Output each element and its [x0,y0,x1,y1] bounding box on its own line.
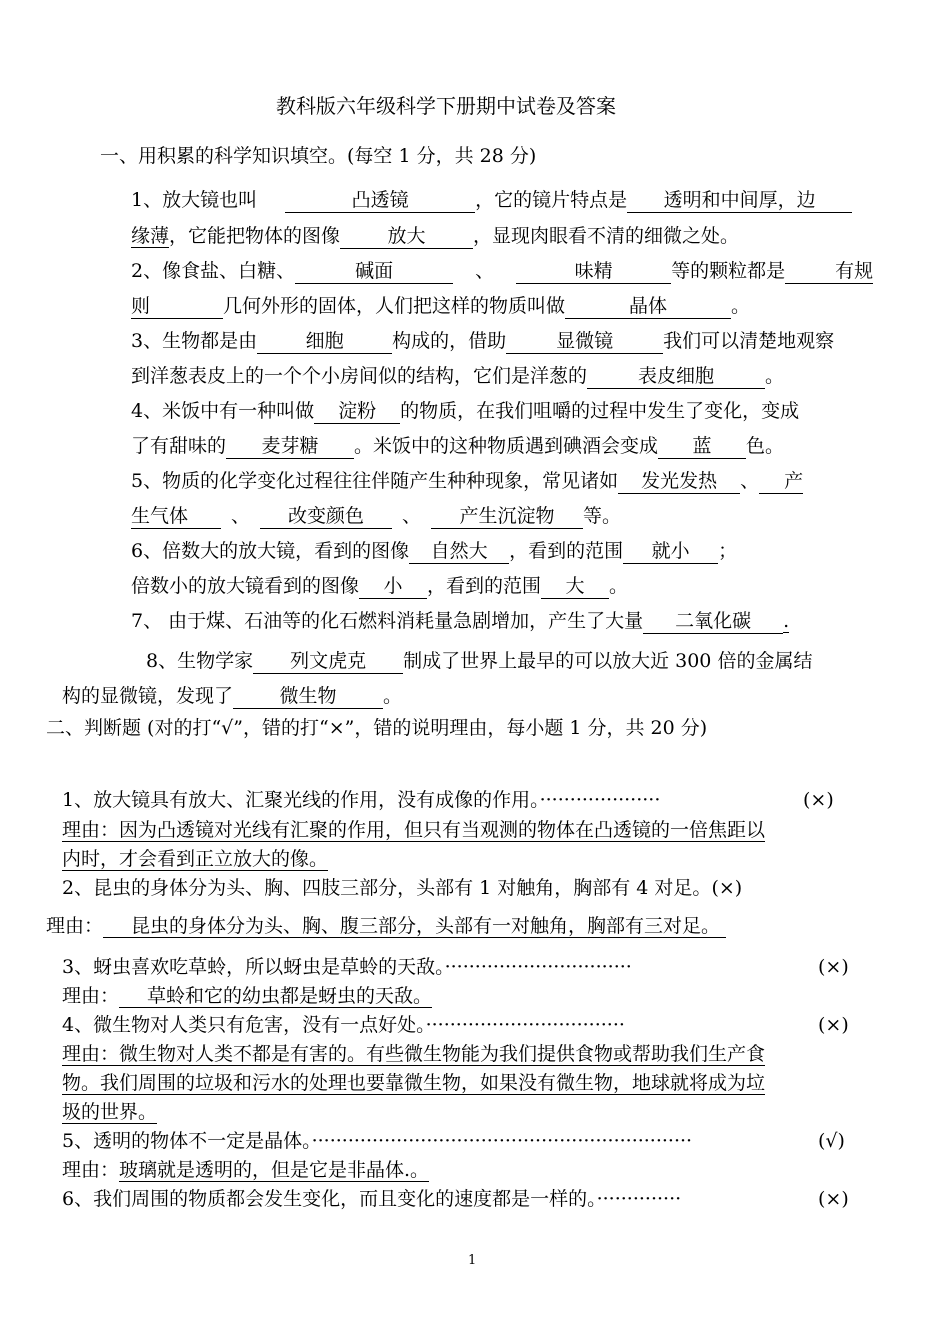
q7-blank-1: 二氧化碳 [643,609,783,634]
judge-2-reason-text: 昆虫的身体分为头、胸、腹三部分，头部有一对触角，胸部有三对足。 [103,915,726,938]
q6-blank-2: 就小 [623,539,718,564]
judge-5-dots: ······························································· [311,1130,693,1152]
q3-blank-1: 细胞 [257,329,392,354]
judge-2-reason-label: 理由： [46,915,104,937]
judge-5-reason-text: 玻璃就是透明的，但是它是非晶体.。 [119,1159,430,1181]
q2-line1 [131,258,873,284]
q4-text-c: 的物质，在我们咀嚼的过程中发生了变化，变成 [400,400,800,422]
q6-text-c: ，看到的范围 [509,540,624,562]
judge-1-reason-line1 [62,817,765,843]
q2-text-g: 。 [731,295,751,317]
q5-text-a: 5、物质的化学变化过程往往伴随产生种种现象，常见诸如 [131,470,619,492]
judge-3 [62,954,632,980]
page-number: 1 [468,1253,477,1268]
q5-text-e: 、 [402,505,422,527]
judge-3-reason-text: 草蛉和它的幼虫都是蚜虫的天敌。 [119,985,432,1008]
judge-5 [62,1128,692,1154]
q5-text-f: 等。 [583,505,622,527]
q4-blank-2: 麦芽糖 [226,434,354,459]
q3-line2 [131,363,784,389]
judge-3-reason [62,983,432,1009]
q3-text-c: 构成的，借助 [392,330,507,352]
q1-blank-2: 透明和中间厚，边 [627,188,852,213]
q4-line1 [131,398,799,424]
page-title: 教科版六年级科学下册期中试卷及答案 [276,94,616,118]
q8-text-a: 8、生物学家 [146,650,254,672]
q8-line1 [146,648,812,674]
q1-text-a: 1、放大镜也叫 [131,189,258,211]
q4-blank-1: 淀粉 [314,399,400,424]
judge-4-dots: ································· [425,1014,625,1036]
q3-text-e: 到洋葱表皮上的一个个小房间似的结构，它们是洋葱的 [131,365,588,387]
q6-text-d: ； [718,540,738,562]
q5-text-d: 、 [231,505,251,527]
q1-text-d: 缘薄 [131,225,170,247]
judge-2 [62,875,742,901]
q1-line2 [131,223,739,249]
q6-text-g: 。 [609,575,629,597]
q6-line2 [131,573,628,599]
q3-blank-2: 显微镜 [506,329,663,354]
judge-6-mark: (×) [818,1188,849,1210]
q6-blank-4: 大 [541,574,609,599]
q1-blank-1: 凸透镜 [285,188,475,213]
q2-blank-3: 有规 [785,259,873,284]
judge-5-reason-label: 理由： [62,1159,120,1181]
judge-2-mark: (×) [711,877,743,899]
q5-blank-5: 产生沉淀物 [431,504,583,529]
judge-6 [62,1186,681,1212]
judge-4-reason-line3 [62,1099,157,1125]
q2-text-c: 、 [475,260,495,282]
judge-4 [62,1012,625,1038]
q2-text-d: 等的颗粒都是 [671,260,786,282]
q5-blank-1: 发光发热 [618,469,740,494]
q6-blank-1: 自然大 [409,539,509,564]
judge-2-question: 2、昆虫的身体分为头、胸、四肢三部分，头部有 1 对触角，胸部有 4 对足。 [62,877,712,899]
q1-line1 [131,187,852,213]
q5-line2 [131,503,621,529]
judge-4-reason-text: 理由：微生物对人类不都是有害的。有些微生物能为我们提供食物或帮助我们生产食 [62,1043,766,1065]
judge-1-reason-text: 理由：因为凸透镜对光线有汇聚的作用，但只有当观测的物体在凸透镜的一倍焦距以 [62,819,766,841]
q5-text-c: 、 [740,470,760,492]
q8-blank-1: 列文虎克 [253,649,403,674]
q3-text-f: 。 [765,365,785,387]
judge-4-reason-line1 [62,1041,765,1067]
judge-5-reason [62,1157,429,1183]
judge-1-reason-line2 [62,846,328,872]
q5-blank-2: 产 [759,469,803,494]
judge-1-mark: (×) [803,789,834,811]
section1-heading: 一、用积累的科学知识填空。(每空 1 分，共 28 分) [100,145,537,167]
q7-text-a: 7、 由于煤、石油等的化石燃料消耗量急剧增加，产生了大量 [131,610,644,632]
judge-1-dots: ···················· [539,789,661,811]
q1-text-f: ，显现肉眼看不清的细微之处。 [473,225,740,247]
q5-blank-4: 改变颜色 [260,504,392,529]
q7-text-c: . [783,610,790,632]
judge-4-mark: (×) [818,1014,849,1036]
q8-line2 [62,683,402,709]
q2-blank-4: 晶体 [565,294,731,319]
judge-5-question: 5、透明的物体不一定是晶体。 [62,1130,312,1152]
judge-4-reason-text-3: 圾的世界。 [62,1101,158,1123]
judge-4-question: 4、微生物对人类只有危害，没有一点好处。 [62,1014,426,1036]
q8-text-c: 制成了世界上最早的可以放大近 300 倍的金属结 [403,650,813,672]
q3-text-d: 我们可以清楚地观察 [663,330,835,352]
q2-blank-1: 碱面 [295,259,453,284]
q5-line1 [131,468,803,494]
q2-text-a: 2、像食盐、白糖、 [131,260,296,282]
q7-line1 [131,608,789,634]
q4-text-a: 4、米饭中有一种叫做 [131,400,315,422]
q3-text-a: 3、生物都是由 [131,330,258,352]
q2-text-e: 则 [131,294,223,319]
q1-text-e: ，它能把物体的图像 [169,225,341,247]
q2-line2 [131,293,750,319]
q8-blank-2: 微生物 [233,684,383,709]
q4-text-e: 。米饭中的这种物质遇到碘酒会变成 [354,435,659,457]
q5-blank-3: 生气体 [131,504,221,529]
q4-line2 [131,433,784,459]
q6-blank-3: 小 [359,574,427,599]
q3-line1 [131,328,834,354]
q2-text-f: 几何外形的固体，人们把这样的物质叫做 [223,295,566,317]
judge-3-reason-label: 理由： [62,985,120,1007]
judge-6-dots: ·············· [596,1188,682,1210]
q4-text-d: 了有甜味的 [131,435,227,457]
q4-text-f: 色。 [746,435,785,457]
q8-text-d: 构的显微镜，发现了 [62,685,234,707]
q6-line1 [131,538,737,564]
q1-blank-3: 放大 [340,224,473,249]
judge-4-reason-line2 [62,1070,765,1096]
judge-1-reason-text-2: 内时，才会看到正立放大的像。 [62,848,329,870]
judge-3-dots: ······························· [444,956,632,978]
judge-5-mark: (√) [818,1130,845,1152]
judge-4-reason-text-2: 物。我们周围的垃圾和污水的处理也要靠微生物，如果没有微生物，地球就将成为垃 [62,1072,766,1094]
q6-text-e: 倍数小的放大镜看到的图像 [131,575,360,597]
q3-blank-3: 表皮细胞 [587,364,765,389]
q6-text-f: ，看到的范围 [427,575,542,597]
judge-2-reason [46,913,726,939]
q6-text-a: 6、倍数大的放大镜，看到的图像 [131,540,410,562]
judge-3-mark: (×) [818,956,849,978]
q4-blank-3: 蓝 [658,434,746,459]
judge-1 [62,787,660,813]
q8-text-e: 。 [383,685,403,707]
q1-text-c: ，它的镜片特点是 [475,189,628,211]
q2-blank-2: 味精 [516,259,671,284]
section2-heading: 二、判断题 (对的打“√”，错的打“×”，错的说明理由，每小题 1 分，共 20 分) [46,717,708,739]
judge-1-question: 1、放大镜具有放大、汇聚光线的作用，没有成像的作用。 [62,789,540,811]
judge-6-question: 6、我们周围的物质都会发生变化，而且变化的速度都是一样的。 [62,1188,597,1210]
judge-3-question: 3、蚜虫喜欢吃草蛉，所以蚜虫是草蛉的天敌。 [62,956,445,978]
